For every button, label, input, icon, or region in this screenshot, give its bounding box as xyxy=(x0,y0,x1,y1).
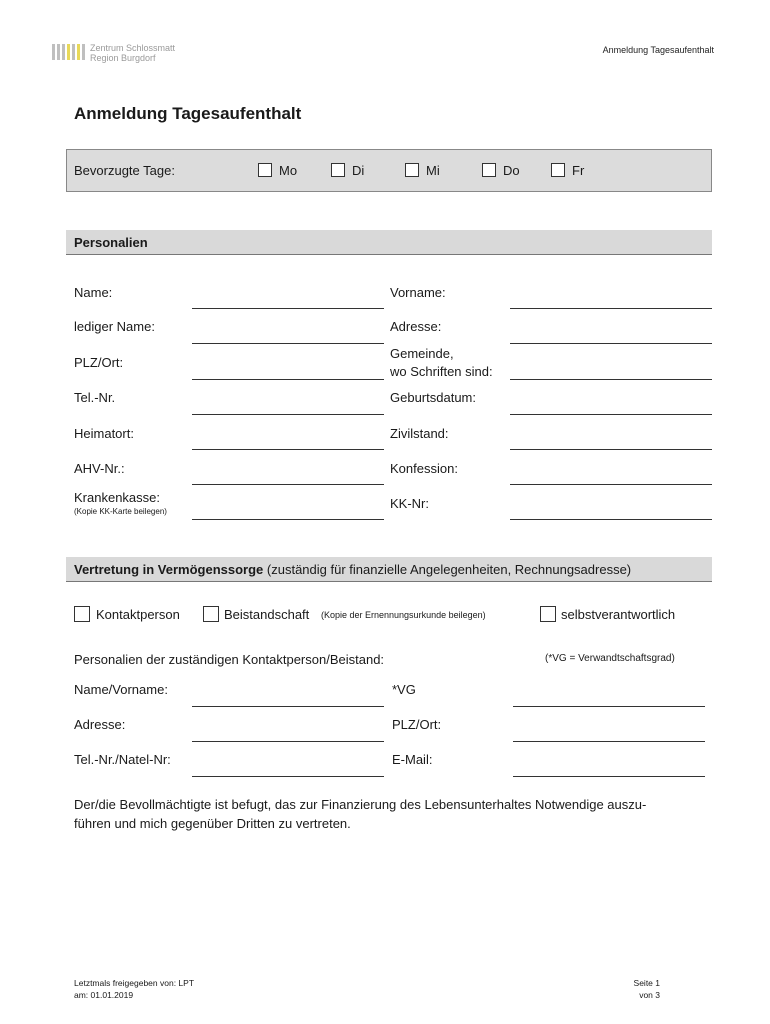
checkbox-di[interactable] xyxy=(331,163,345,177)
input-lediger-name[interactable] xyxy=(192,343,384,344)
input-krankenkasse[interactable] xyxy=(192,519,384,520)
label-plz-ort: PLZ/Ort: xyxy=(74,355,124,370)
label-contact-plz-ort: PLZ/Ort: xyxy=(392,717,442,732)
label-contact-tel: Tel.-Nr./Natel-Nr: xyxy=(74,752,171,767)
label-adresse: Adresse: xyxy=(390,319,442,334)
input-geburtsdatum[interactable] xyxy=(510,414,712,415)
section-vertretung-heading-rest: (zuständig für finanzielle Angelegenheiten, Rechnungsadresse) xyxy=(263,562,632,577)
logo-line-2: Region Burgdorf xyxy=(90,53,156,63)
section-personalien xyxy=(66,230,712,255)
checkbox-mo-label: Mo xyxy=(279,163,298,178)
checkbox-di-label: Di xyxy=(352,163,365,178)
label-vg: *VG xyxy=(392,682,416,697)
label-zivilstand: Zivilstand: xyxy=(390,426,449,441)
footer-page: Seite 1 xyxy=(633,978,660,988)
footer-released-by: Letztmals freigegeben von: LPT xyxy=(74,978,195,988)
input-gemeinde[interactable] xyxy=(510,379,712,380)
input-plz-ort[interactable] xyxy=(192,379,384,380)
section-vertretung-heading-bold: Vertretung in Vermögenssorge xyxy=(74,562,264,577)
label-krankenkasse: Krankenkasse: xyxy=(74,490,160,505)
logo-icon xyxy=(52,44,86,60)
checkbox-fr-label: Fr xyxy=(572,163,585,178)
label-gemeinde: Gemeinde, xyxy=(390,346,454,361)
label-vorname: Vorname: xyxy=(390,285,446,300)
logo-text xyxy=(90,43,175,63)
authorization-line-2: führen und mich gegenüber Dritten zu vertreten. xyxy=(74,816,351,831)
input-vorname[interactable] xyxy=(510,308,712,309)
checkbox-beistandschaft-label: Beistandschaft xyxy=(224,607,310,622)
input-contact-adresse[interactable] xyxy=(192,741,384,742)
checkbox-selbstverantwortlich-label: selbstverantwortlich xyxy=(561,607,676,622)
label-name-vorname: Name/Vorname: xyxy=(74,682,168,697)
label-ahv: AHV-Nr.: xyxy=(74,461,125,476)
section-vertretung-heading xyxy=(74,562,631,577)
input-heimatort[interactable] xyxy=(192,449,384,450)
checkbox-kontaktperson-label: Kontaktperson xyxy=(96,607,180,622)
input-vg[interactable] xyxy=(513,706,705,707)
header-title: Anmeldung Tagesaufenthalt xyxy=(602,45,714,55)
label-name: Name: xyxy=(74,285,113,300)
input-adresse[interactable] xyxy=(510,343,712,344)
input-contact-plz-ort[interactable] xyxy=(513,741,705,742)
label-gemeinde-2: wo Schriften sind: xyxy=(390,364,493,379)
label-kk-nr: KK-Nr: xyxy=(390,496,429,511)
label-konfession: Konfession: xyxy=(390,461,458,476)
input-contact-tel[interactable] xyxy=(192,776,384,777)
footer-left xyxy=(74,977,194,1001)
days-label: Bevorzugte Tage: xyxy=(74,163,175,178)
footer-page-total: von 3 xyxy=(639,990,660,1000)
input-tel[interactable] xyxy=(192,414,384,415)
checkbox-fr[interactable] xyxy=(551,163,565,177)
authorization-paragraph xyxy=(74,795,714,833)
beistandschaft-note: (Kopie der Ernennungsurkunde beilegen) xyxy=(321,610,486,620)
footer-date: am: 01.01.2019 xyxy=(74,990,134,1000)
checkbox-mo[interactable] xyxy=(258,163,272,177)
label-lediger-name: lediger Name: xyxy=(74,319,155,334)
label-contact-adresse: Adresse: xyxy=(74,717,126,732)
page-title: Anmeldung Tagesaufenthalt xyxy=(74,104,302,123)
checkbox-do-label: Do xyxy=(503,163,520,178)
input-email[interactable] xyxy=(513,776,705,777)
input-name-vorname[interactable] xyxy=(192,706,384,707)
checkbox-do[interactable] xyxy=(482,163,496,177)
checkbox-kontaktperson[interactable] xyxy=(74,606,90,622)
checkbox-selbstverantwortlich[interactable] xyxy=(540,606,556,622)
input-ahv[interactable] xyxy=(192,484,384,485)
input-zivilstand[interactable] xyxy=(510,449,712,450)
section-personalien-heading: Personalien xyxy=(74,235,148,250)
input-name[interactable] xyxy=(192,308,384,309)
label-geburtsdatum: Geburtsdatum: xyxy=(390,390,476,405)
contact-subheading: Personalien der zuständigen Kontaktperson/Beistand: xyxy=(74,652,385,667)
checkbox-mi[interactable] xyxy=(405,163,419,177)
input-konfession[interactable] xyxy=(510,484,712,485)
label-email: E-Mail: xyxy=(392,752,433,767)
label-tel: Tel.-Nr. xyxy=(74,390,116,405)
label-kk-note: (Kopie KK-Karte beilegen) xyxy=(74,507,167,516)
input-kk-nr[interactable] xyxy=(510,519,712,520)
checkbox-mi-label: Mi xyxy=(426,163,440,178)
label-heimatort: Heimatort: xyxy=(74,426,134,441)
vg-note: (*VG = Verwandtschaftsgrad) xyxy=(545,653,675,664)
checkbox-beistandschaft[interactable] xyxy=(203,606,219,622)
authorization-line-1: Der/die Bevollmächtigte ist befugt, das zur Finanzierung des Lebensunterhaltes Notwendige auszu- xyxy=(74,797,647,812)
logo-line-1: Zentrum Schlossmatt xyxy=(90,43,176,53)
footer-right xyxy=(634,977,660,1001)
